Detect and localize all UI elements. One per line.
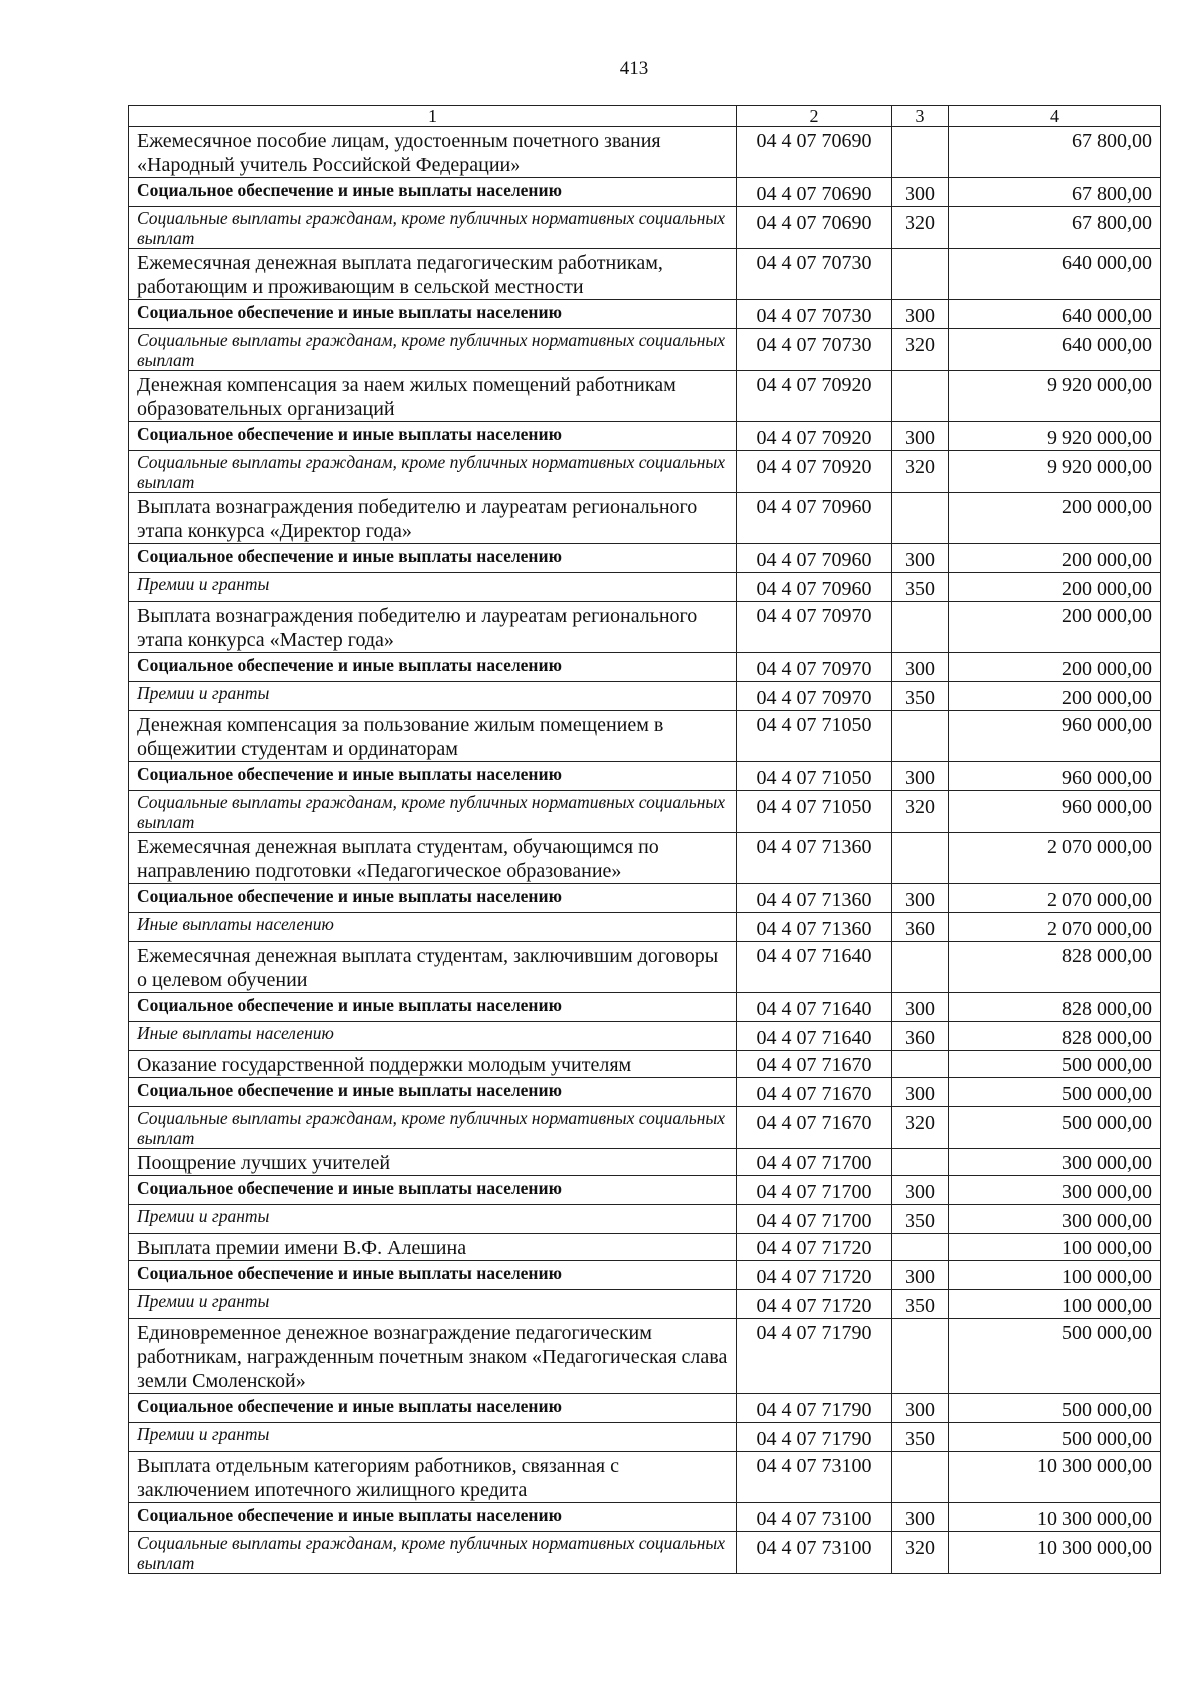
row-sum-cell: 9 920 000,00	[949, 371, 1161, 422]
row-kind-cell: 300	[892, 1261, 949, 1290]
row-name-cell: Премии и гранты	[129, 573, 737, 602]
row-sum-cell: 2 070 000,00	[949, 913, 1161, 942]
row-kind-cell: 300	[892, 178, 949, 207]
row-name-cell: Социальное обеспечение и иные выплаты населению	[129, 1176, 737, 1205]
row-kind-cell	[892, 1319, 949, 1394]
row-code-cell: 04 4 07 70920	[737, 422, 892, 451]
row-sum-cell: 9 920 000,00	[949, 422, 1161, 451]
table-row	[129, 1078, 1161, 1107]
row-kind-cell	[892, 249, 949, 300]
row-kind-cell: 300	[892, 300, 949, 329]
page-number: 413	[619, 58, 649, 79]
row-sum-cell: 300 000,00	[949, 1205, 1161, 1234]
row-kind-cell	[892, 1234, 949, 1261]
row-name-cell: Социальные выплаты гражданам, кроме публичных нормативных социальных выплат	[129, 207, 737, 249]
row-code-cell: 04 4 07 73100	[737, 1452, 892, 1503]
row-sum-cell: 640 000,00	[949, 249, 1161, 300]
row-sum-cell: 640 000,00	[949, 300, 1161, 329]
table-row	[129, 1022, 1161, 1051]
row-kind-cell: 300	[892, 1503, 949, 1532]
table-row	[129, 329, 1161, 371]
row-code-cell: 04 4 07 70960	[737, 573, 892, 602]
row-name-cell: Социальные выплаты гражданам, кроме публичных нормативных социальных выплат	[129, 1532, 737, 1574]
table-row	[129, 1394, 1161, 1423]
table-row	[129, 1452, 1161, 1503]
row-kind-cell	[892, 493, 949, 544]
row-name-cell: Социальное обеспечение и иные выплаты населению	[129, 544, 737, 573]
row-kind-cell: 300	[892, 1176, 949, 1205]
row-sum-cell: 200 000,00	[949, 493, 1161, 544]
row-kind-cell: 350	[892, 1290, 949, 1319]
row-name-cell: Социальное обеспечение и иные выплаты населению	[129, 762, 737, 791]
row-code-cell: 04 4 07 70920	[737, 371, 892, 422]
row-code-cell: 04 4 07 70960	[737, 544, 892, 573]
table-row	[129, 207, 1161, 249]
row-name-cell: Социальное обеспечение и иные выплаты населению	[129, 653, 737, 682]
table-row	[129, 1290, 1161, 1319]
row-sum-cell: 10 300 000,00	[949, 1452, 1161, 1503]
row-kind-cell: 300	[892, 1078, 949, 1107]
row-kind-cell: 320	[892, 1532, 949, 1574]
row-code-cell: 04 4 07 73100	[737, 1503, 892, 1532]
table-row	[129, 602, 1161, 653]
table-row	[129, 1107, 1161, 1149]
table-row	[129, 1423, 1161, 1452]
table-row	[129, 1205, 1161, 1234]
row-sum-cell: 960 000,00	[949, 791, 1161, 833]
row-sum-cell: 200 000,00	[949, 682, 1161, 711]
row-sum-cell: 828 000,00	[949, 942, 1161, 993]
row-name-cell: Социальное обеспечение и иные выплаты населению	[129, 422, 737, 451]
row-code-cell: 04 4 07 71670	[737, 1107, 892, 1149]
row-sum-cell: 500 000,00	[949, 1078, 1161, 1107]
table-row	[129, 993, 1161, 1022]
table-row	[129, 1051, 1161, 1078]
row-kind-cell: 300	[892, 762, 949, 791]
row-code-cell: 04 4 07 71790	[737, 1319, 892, 1394]
row-name-cell: Социальные выплаты гражданам, кроме публичных нормативных социальных выплат	[129, 329, 737, 371]
budget-table	[128, 105, 1161, 1574]
table-row	[129, 682, 1161, 711]
row-code-cell: 04 4 07 71640	[737, 942, 892, 993]
row-code-cell: 04 4 07 71360	[737, 913, 892, 942]
row-name-cell: Оказание государственной поддержки молодым учителям	[129, 1051, 737, 1078]
row-name-cell: Ежемесячная денежная выплата педагогическим работникам, работающим и проживающим в сельской местности	[129, 249, 737, 300]
row-name-cell: Ежемесячное пособие лицам, удостоенным почетного звания «Народный учитель Российской Федерации»	[129, 127, 737, 178]
table-row	[129, 300, 1161, 329]
row-code-cell: 04 4 07 71360	[737, 884, 892, 913]
row-code-cell: 04 4 07 71790	[737, 1394, 892, 1423]
row-code-cell: 04 4 07 71640	[737, 993, 892, 1022]
table-row	[129, 913, 1161, 942]
table-row	[129, 942, 1161, 993]
table-row	[129, 1149, 1161, 1176]
row-kind-cell: 300	[892, 544, 949, 573]
table-row	[129, 791, 1161, 833]
row-code-cell: 04 4 07 70690	[737, 127, 892, 178]
row-name-cell: Социальное обеспечение и иные выплаты населению	[129, 178, 737, 207]
row-code-cell: 04 4 07 70970	[737, 653, 892, 682]
row-kind-cell: 320	[892, 207, 949, 249]
row-name-cell: Ежемесячная денежная выплата студентам, обучающимся по направлению подготовки «Педагогическое образование»	[129, 833, 737, 884]
header-col-2: 2	[737, 106, 892, 127]
header-col-4: 4	[949, 106, 1161, 127]
table-row	[129, 884, 1161, 913]
row-kind-cell: 350	[892, 1423, 949, 1452]
row-code-cell: 04 4 07 70730	[737, 329, 892, 371]
row-kind-cell: 300	[892, 993, 949, 1022]
table-row	[129, 451, 1161, 493]
row-kind-cell: 300	[892, 422, 949, 451]
row-kind-cell: 350	[892, 682, 949, 711]
row-name-cell: Поощрение лучших учителей	[129, 1149, 737, 1176]
row-sum-cell: 200 000,00	[949, 573, 1161, 602]
row-sum-cell: 960 000,00	[949, 762, 1161, 791]
row-name-cell: Премии и гранты	[129, 682, 737, 711]
row-kind-cell	[892, 711, 949, 762]
row-name-cell: Иные выплаты населению	[129, 913, 737, 942]
row-code-cell: 04 4 07 70690	[737, 207, 892, 249]
row-code-cell: 04 4 07 71700	[737, 1205, 892, 1234]
row-sum-cell: 300 000,00	[949, 1176, 1161, 1205]
row-kind-cell	[892, 127, 949, 178]
table-row	[129, 544, 1161, 573]
table-row	[129, 1176, 1161, 1205]
row-code-cell: 04 4 07 70690	[737, 178, 892, 207]
row-kind-cell: 320	[892, 329, 949, 371]
row-code-cell: 04 4 07 70970	[737, 602, 892, 653]
row-code-cell: 04 4 07 70960	[737, 493, 892, 544]
row-sum-cell: 67 800,00	[949, 127, 1161, 178]
row-sum-cell: 9 920 000,00	[949, 451, 1161, 493]
row-name-cell: Выплата премии имени В.Ф. Алешина	[129, 1234, 737, 1261]
row-sum-cell: 100 000,00	[949, 1261, 1161, 1290]
row-sum-cell: 828 000,00	[949, 993, 1161, 1022]
row-sum-cell: 500 000,00	[949, 1423, 1161, 1452]
row-sum-cell: 500 000,00	[949, 1394, 1161, 1423]
row-code-cell: 04 4 07 71050	[737, 762, 892, 791]
row-name-cell: Денежная компенсация за наем жилых помещений работникам образовательных организаций	[129, 371, 737, 422]
row-name-cell: Социальные выплаты гражданам, кроме публичных нормативных социальных выплат	[129, 451, 737, 493]
row-kind-cell	[892, 833, 949, 884]
table-row	[129, 249, 1161, 300]
row-code-cell: 04 4 07 70730	[737, 300, 892, 329]
row-name-cell: Социальное обеспечение и иные выплаты населению	[129, 1078, 737, 1107]
row-name-cell: Единовременное денежное вознаграждение педагогическим работникам, награжденным почетным знаком «Педагогическая слава земли Смоленской»	[129, 1319, 737, 1394]
row-kind-cell: 320	[892, 451, 949, 493]
row-sum-cell: 100 000,00	[949, 1234, 1161, 1261]
row-kind-cell: 300	[892, 1394, 949, 1423]
row-kind-cell: 320	[892, 1107, 949, 1149]
row-sum-cell: 300 000,00	[949, 1149, 1161, 1176]
row-code-cell: 04 4 07 71360	[737, 833, 892, 884]
table-row	[129, 653, 1161, 682]
row-code-cell: 04 4 07 71640	[737, 1022, 892, 1051]
row-sum-cell: 500 000,00	[949, 1107, 1161, 1149]
row-sum-cell: 500 000,00	[949, 1051, 1161, 1078]
row-sum-cell: 960 000,00	[949, 711, 1161, 762]
header-row	[129, 106, 1161, 127]
row-code-cell: 04 4 07 70920	[737, 451, 892, 493]
row-sum-cell: 500 000,00	[949, 1319, 1161, 1394]
row-kind-cell	[892, 1051, 949, 1078]
row-kind-cell	[892, 602, 949, 653]
row-name-cell: Социальное обеспечение и иные выплаты населению	[129, 1261, 737, 1290]
row-code-cell: 04 4 07 71700	[737, 1149, 892, 1176]
row-kind-cell: 350	[892, 1205, 949, 1234]
header-col-1: 1	[129, 106, 737, 127]
row-name-cell: Выплата вознаграждения победителю и лауреатам регионального этапа конкурса «Директор года»	[129, 493, 737, 544]
row-sum-cell: 640 000,00	[949, 329, 1161, 371]
row-name-cell: Выплата отдельным категориям работников, связанная с заключением ипотечного жилищного кредита	[129, 1452, 737, 1503]
row-code-cell: 04 4 07 71720	[737, 1290, 892, 1319]
table-row	[129, 1319, 1161, 1394]
row-sum-cell: 2 070 000,00	[949, 833, 1161, 884]
row-code-cell: 04 4 07 73100	[737, 1532, 892, 1574]
row-name-cell: Выплата вознаграждения победителю и лауреатам регионального этапа конкурса «Мастер года»	[129, 602, 737, 653]
row-code-cell: 04 4 07 70970	[737, 682, 892, 711]
row-code-cell: 04 4 07 71700	[737, 1176, 892, 1205]
table-row	[129, 127, 1161, 178]
table-row	[129, 422, 1161, 451]
table-row	[129, 711, 1161, 762]
row-name-cell: Иные выплаты населению	[129, 1022, 737, 1051]
row-name-cell: Премии и гранты	[129, 1290, 737, 1319]
row-sum-cell: 2 070 000,00	[949, 884, 1161, 913]
row-name-cell: Социальное обеспечение и иные выплаты населению	[129, 993, 737, 1022]
row-code-cell: 04 4 07 71670	[737, 1051, 892, 1078]
row-name-cell: Премии и гранты	[129, 1205, 737, 1234]
row-name-cell: Денежная компенсация за пользование жилым помещением в общежитии студентам и ординаторам	[129, 711, 737, 762]
row-code-cell: 04 4 07 71050	[737, 791, 892, 833]
table-row	[129, 178, 1161, 207]
row-code-cell: 04 4 07 71670	[737, 1078, 892, 1107]
row-sum-cell: 100 000,00	[949, 1290, 1161, 1319]
row-sum-cell: 200 000,00	[949, 544, 1161, 573]
table-row	[129, 1503, 1161, 1532]
row-kind-cell	[892, 371, 949, 422]
row-kind-cell: 360	[892, 913, 949, 942]
row-sum-cell: 10 300 000,00	[949, 1532, 1161, 1574]
row-kind-cell: 350	[892, 573, 949, 602]
row-kind-cell	[892, 942, 949, 993]
table-row	[129, 762, 1161, 791]
table-row	[129, 493, 1161, 544]
header-col-3: 3	[892, 106, 949, 127]
row-sum-cell: 828 000,00	[949, 1022, 1161, 1051]
row-kind-cell: 300	[892, 884, 949, 913]
row-kind-cell: 300	[892, 653, 949, 682]
table-row	[129, 1261, 1161, 1290]
row-kind-cell: 320	[892, 791, 949, 833]
row-code-cell: 04 4 07 71720	[737, 1234, 892, 1261]
row-sum-cell: 200 000,00	[949, 602, 1161, 653]
row-sum-cell: 200 000,00	[949, 653, 1161, 682]
row-code-cell: 04 4 07 71720	[737, 1261, 892, 1290]
row-code-cell: 04 4 07 71050	[737, 711, 892, 762]
table-row	[129, 833, 1161, 884]
table-body	[129, 127, 1161, 1574]
row-sum-cell: 10 300 000,00	[949, 1503, 1161, 1532]
row-name-cell: Социальное обеспечение и иные выплаты населению	[129, 1394, 737, 1423]
row-kind-cell	[892, 1149, 949, 1176]
table-row	[129, 1532, 1161, 1574]
row-name-cell: Премии и гранты	[129, 1423, 737, 1452]
row-code-cell: 04 4 07 70730	[737, 249, 892, 300]
table-row	[129, 371, 1161, 422]
row-name-cell: Социальные выплаты гражданам, кроме публичных нормативных социальных выплат	[129, 1107, 737, 1149]
table-row	[129, 573, 1161, 602]
row-kind-cell	[892, 1452, 949, 1503]
row-name-cell: Социальное обеспечение и иные выплаты населению	[129, 300, 737, 329]
table-row	[129, 1234, 1161, 1261]
row-name-cell: Социальное обеспечение и иные выплаты населению	[129, 884, 737, 913]
row-name-cell: Ежемесячная денежная выплата студентам, заключившим договоры о целевом обучении	[129, 942, 737, 993]
row-name-cell: Социальные выплаты гражданам, кроме публичных нормативных социальных выплат	[129, 791, 737, 833]
row-name-cell: Социальное обеспечение и иные выплаты населению	[129, 1503, 737, 1532]
row-code-cell: 04 4 07 71790	[737, 1423, 892, 1452]
row-kind-cell: 360	[892, 1022, 949, 1051]
row-sum-cell: 67 800,00	[949, 207, 1161, 249]
row-sum-cell: 67 800,00	[949, 178, 1161, 207]
